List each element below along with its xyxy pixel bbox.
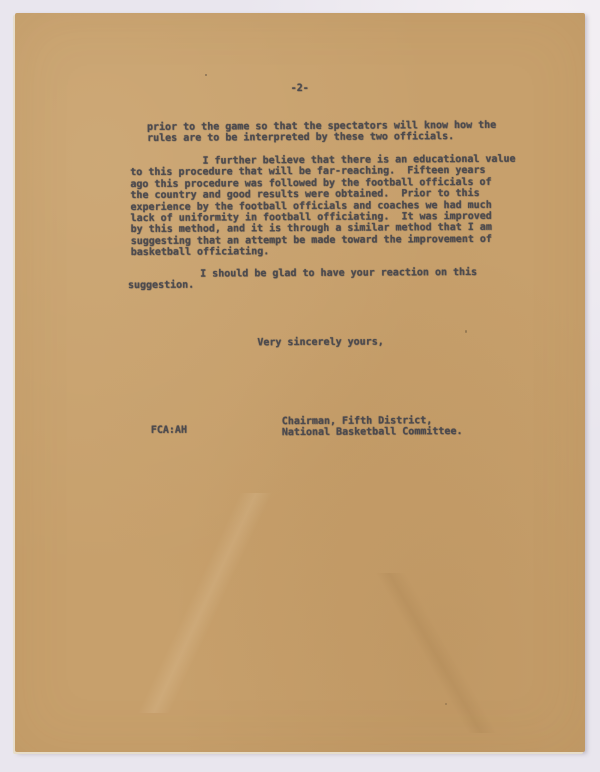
- body-paragraph-1: prior to the game so that the spectators will know how the rules are to be interpreted by these two officials.: [146, 119, 497, 145]
- reference-initials: FCA:AH: [150, 424, 187, 436]
- signature-title-block: Chairman, Fifth District, National Basketball Committee.: [281, 415, 463, 439]
- letter-paper: [15, 13, 585, 752]
- closing-line: Very sincerely yours,: [257, 336, 384, 349]
- body-paragraph-3: I should be glad to have your reaction on this suggestion.: [127, 266, 478, 292]
- body-paragraph-2: I further believe that there is an educational value to this procedure that will be far-reaching. Fifteen years ago this procedure was followed by the football officials of the country and good results were obtained. Prior to this experience by the football officials and coaches we had much lack of uniformity in football officiating. It was improved by this method, and it is through a similar method that I am suggesting that an attempt be made toward the improvement of basketball officiating.: [130, 153, 516, 259]
- typewritten-text-layer: [13, 11, 588, 753]
- page-number: -2-: [290, 82, 309, 95]
